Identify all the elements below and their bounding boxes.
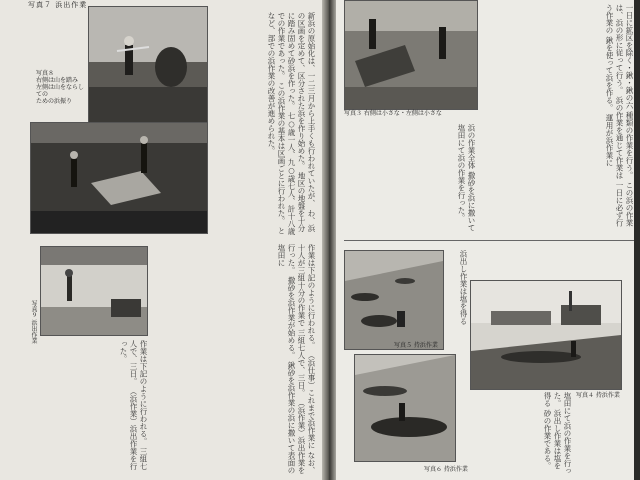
text-column: 三組七人で、三日。 (297, 328, 306, 397)
photo-4-caption: 写真４ 持浜作業 (576, 392, 620, 399)
text-column: （浜作業）浜出作業を行った。 (287, 244, 306, 474)
text-column: 一日に必ず行う作業の (605, 4, 624, 227)
right-page (336, 0, 640, 480)
text-column: 七○歳一人、九○歳七人、計十八歳での作業であった。 (277, 12, 296, 235)
text-column: 新浜の原始化は、一二三月から上手くも行われていたが、 (307, 12, 316, 207)
caption-line: ための浜振り (36, 98, 73, 105)
left-text-block-lower (152, 244, 316, 474)
text-column: 撒砂を浜作業が始める。 (287, 276, 296, 359)
text-column: （浜仕事）これまで浜作業に (307, 351, 316, 449)
text-column: 塩田にて浜の作業を行った。 (457, 124, 466, 222)
right-text-block-mid (346, 124, 476, 236)
photo-9-caption: 写真９ 浜出作業 (30, 300, 37, 344)
photo-7 (88, 6, 208, 124)
page-edge (634, 0, 640, 480)
photo-3 (344, 0, 478, 110)
text-column: この浜作業の基本は区画ごとに行われた。 (277, 81, 286, 225)
photo-8-image (31, 123, 207, 233)
text-column: 地区の地盤を十分に踏み固めて砂浜を作った。 (287, 12, 306, 232)
text-column: 鍬を使って浜を作る。 (605, 36, 614, 112)
right-text-block-side (448, 250, 468, 350)
text-column: 鍬砂を浜作業の浜に撒いて表面の塩田に (277, 244, 296, 474)
photo-8 (30, 122, 208, 234)
photo-7-image (89, 7, 207, 123)
page-header: 写真７ 浜出作業 (28, 1, 88, 9)
text-column: この浜の作業は、浜の形に従って行う。 (615, 4, 634, 227)
text-column: となど、部での浜作業の改善が進められた。 (267, 12, 286, 235)
text-column: 浜の作業を通じて作業は (615, 96, 624, 179)
text-column: わ、浜の区画を定めて、区分された浜を作り始めた。 (297, 12, 316, 232)
book-gutter (322, 0, 336, 480)
text-column: 浜出し作業は塩を得る (459, 250, 468, 325)
photo-9 (40, 246, 148, 336)
divider (344, 240, 634, 241)
photo-8-caption (36, 70, 86, 105)
left-text-block-upper (214, 12, 316, 238)
text-column: 種類の作業を行う。 (625, 111, 634, 179)
text-column: 塩田にて浜の作業を行った。 (553, 392, 572, 475)
left-text-block-bottom (34, 340, 148, 474)
photo-6-caption: 写真６ 持浜作業 (424, 466, 468, 473)
caption-line: 右側は山を踏み (36, 77, 79, 84)
text-column: なお、十人が三組十分の作業で (297, 244, 316, 474)
text-column: 浜出し作業は塩を得る (543, 392, 562, 470)
caption-line: 左側は山をならしての (36, 84, 85, 98)
text-column: 作業は下記のように行われる。 (307, 244, 316, 349)
photo-4 (470, 280, 622, 390)
right-text-block-lower (458, 392, 572, 476)
photo-6-image (355, 355, 455, 461)
text-column: 三組七人で、三日。 (129, 340, 148, 470)
photo-5-image (345, 251, 443, 349)
text-column: 一日に鉱区を除く・鍬・鍬の六 (625, 4, 634, 109)
photo-5-caption: 写真５ 持浜作業 (394, 342, 438, 349)
photo-5 (344, 250, 444, 350)
photo-6 (354, 354, 456, 462)
text-column: 浜の作業全体 (467, 124, 476, 169)
photo-3-image (345, 1, 477, 109)
right-text-block-upper (482, 4, 634, 232)
photo-9-image (41, 247, 147, 335)
photo-3-caption: 写真３ 右側は小さな・左側は小さな (344, 110, 442, 117)
caption-line: 写真８ (36, 70, 55, 77)
text-column: 運用が浜作業に (605, 113, 614, 167)
text-column: （浜作業）浜出作業を行った。 (119, 340, 138, 470)
text-column: 作業は下記のように行われる。 (139, 340, 148, 445)
photo-4-image (471, 281, 621, 389)
text-column: 砂の作業である。 (543, 409, 552, 470)
text-column: 撒砂を浜に撒いて (467, 171, 476, 232)
